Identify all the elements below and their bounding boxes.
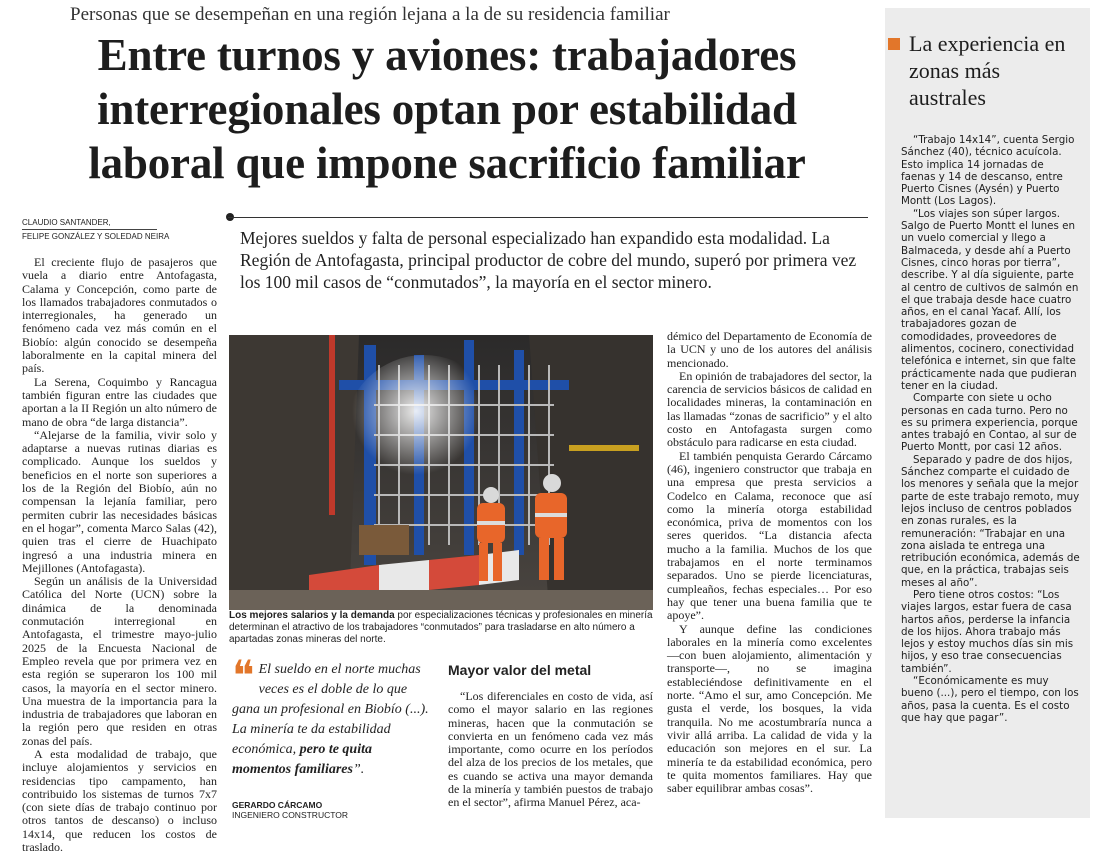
- paragraph: Pero tiene otros costos: “Los viajes largos, estar fuera de casa hartos años, perderse la infancia de los hijos. Ahora trabajo más lejos y estoy muchos días sin mis hijos, y eso trae consecuencias también”.: [901, 588, 1074, 675]
- paragraph: Separado y padre de dos hijos, Sánchez comparte el cuidado de los menores y señala que la mejor parte de este trabajo remoto, muy lejos incluso de centros poblados en zonas rurales, es la remuneración: “Trabajar en una zona aislada te entrega una retribución económica, además de que, en la práctica, trabajas seis meses al año”.: [901, 453, 1080, 589]
- paragraph: “Alejarse de la familia, vivir solo y adaptarse a nuevas rutinas diarias es complicado. Aunque los sueldos y beneficios en el norte son superiores a los de la Región del Biobío, aún no compensan la lejanía familiar, pero permiten cubrir las necesidades básicas en el hogar”, comenta Marco Salas (42), quien tras el cierre de Huachipato ingresó a una industria minera en Mejillones (Antofagasta).: [22, 427, 217, 575]
- photo-caption: [229, 610, 653, 646]
- paragraph: En opinión de trabajadores del sector, la carencia de servicios básicos de calidad en localidades mineras, la contaminación en las llamadas “zonas de sacrificio” y el alto costo en Antofagasta surgen como obstáculo para radicarse en esta ciudad.: [667, 368, 872, 450]
- quote-end: ”.: [352, 762, 365, 777]
- quote-author-role: INGENIERO CONSTRUCTOR: [232, 810, 349, 820]
- paragraph: Según un análisis de la Universidad Católica del Norte (UCN) sobre la dinámica de la denominada conmutación interregional en Antofagasta, el trimestre mayo-julio 2025 de la Encuesta Nacional de Empleo revela que por primera vez en esta región se superaron los 100 mil casos, la mayoría en el sector minero. Una muestra de la importancia para la industria de trabajadores que laboran en la región pero que residen en otras zonas del país.: [22, 574, 217, 748]
- mine-photo: [229, 335, 653, 610]
- paragraph: “Los diferenciales en costo de vida, así como el mayor salario en las regiones mineras, hacen que la conmutación se convierta en un fenómeno cada vez más importante, como ocurre en los períodos del alza de los precios de los metales, que es cuando se activa una mayor demanda de la minería y también puestos de trabajo en el sector”, afirma Manuel Pérez, aca-: [448, 689, 653, 810]
- paragraph: démico del Departamento de Economía de la UCN y uno de los autores del análisis mencionado.: [667, 329, 872, 370]
- caption-text: por especializaciones técnicas y profesionales en minería determinan el atractivo de los trabajadores “conmutados” para trasladarse en alto número a apartadas zonas mineras del norte.: [229, 610, 653, 645]
- headline-line-1: Entre turnos y aviones: trabajadores: [97, 30, 797, 80]
- body-column-2: [448, 690, 653, 810]
- paragraph: Comparte con siete u ocho personas en cada turno. Pero no es su primera experiencia, porque antes trabajó en Contao, al sur de Puerto Montt, por casi 12 años.: [901, 392, 1078, 454]
- sidebar-body: [901, 134, 1081, 724]
- quote-strong: pero te quita momentos familiares: [232, 742, 372, 777]
- paragraph: El también penquista Gerardo Cárcamo (46), ingeniero constructor que trabaja en una empresa que presta servicios a Codelco en Calama, reconoce que así como la minería otorga estabilidad económica, priva de momentos con los seres queridos. “La distancia afecta mucho a la familia. Muchos de los que trabajamos en el norte terminamos separados. Uno se pierde licenciaturas, cumpleaños, fechas especiales… Por eso hay que tener una buena familia que te apoye”.: [667, 448, 872, 623]
- quote-mark-icon: ❝: [232, 654, 255, 700]
- quote-author-name: GERARDO CÁRCAMO: [232, 800, 323, 810]
- caption-bold: Los mejores salarios y la demanda: [229, 610, 395, 621]
- subhead: Mayor valor del metal: [448, 662, 592, 678]
- paragraph: La Serena, Coquimbo y Rancagua también figuran entre las ciudades que aportan a la II Región un alto número de mano de obra “de larga distancia”.: [22, 374, 217, 429]
- deck-rule: [228, 217, 868, 218]
- quote-text: El sueldo en el norte muchas veces es el doble de lo que gana un profesional en Biobío (...). La minería te da estabilidad económica,: [232, 662, 429, 757]
- byline-line-2: FELIPE GONZÁLEZ Y SOLEDAD NEIRA: [22, 232, 170, 241]
- headline-line-3: laboral que impone sacrificio familiar: [88, 138, 806, 188]
- paragraph: “Los viajes son súper largos. Salgo de Puerto Montt el lunes en un vuelo comercial y llego a Balmaceda, y desde ahí a Puerto Cisnes, cinco horas por tierra”, describe. Y al día siguiente, parte al centro de cultivos de salmón en el que trabaja desde hace cuatro años, en el canal Yacaf. Allí, los trabajadores gozan de comodidades, proveedores de alimentos, cocinero, conectividad telefónica e internet, sin que falte prácticamente nada que pudieran tener en la ciudad.: [901, 207, 1079, 392]
- sidebar-title: La experiencia en zonas más australes: [909, 31, 1066, 110]
- paragraph: Y aunque define las condiciones laborales en la minería como excelentes —con buen alojamiento, alimentación y transporte—, no se imagina estableciéndose definitivamente en el norte. “Amo el sur, amo Concepción. Me gusta el verde, los bosques, la vida tranquila. No me acostumbraría nunca a vivir allá arriba. La calidad de vida y la educación son mejores en el sur. La minería te da estabilidad económica, pero te quita momentos familiares. Hay que saber equilibrar ambas cosas”.: [667, 621, 872, 796]
- paragraph: El creciente flujo de pasajeros que vuela a diario entre Antofagasta, Calama y Concepción, como parte de los llamados trabajadores conmutados o interregionales, ha generado un fenómeno cada vez más común en el Biobío: algún conocido se desempeña laboralmente en la capital minera del país.: [22, 255, 217, 376]
- body-column-1: [22, 256, 217, 854]
- paragraph: “Económicamente es muy bueno (...), pero el tiempo, con los años, pasa la cuenta. Es el costo que hay que pagar”.: [901, 675, 1079, 724]
- pull-quote: [232, 654, 432, 780]
- body-column-3: [667, 330, 872, 795]
- paragraph: “Trabajo 14x14”, cuenta Sergio Sánchez (40), técnico acuícola. Esto implica 14 jornadas de faenas y 14 de descanso, entre Puerto Cisnes (Aysén) y Puerto Montt (Los Lagos).: [901, 134, 1075, 208]
- paragraph: A esta modalidad de trabajo, que incluye alojamientos y servicios en residencias tipo campamento, han contribuido los sistemas de turnos 7x7 (con siete días de trabajo continuo por otros tantos de descanso) o incluso 14x14, que reducen los costos de traslado.: [22, 746, 217, 854]
- kicker: Personas que se desempeñan en una región lejana a la de su residencia familiar: [70, 4, 670, 25]
- quote-author: [232, 800, 348, 820]
- headline: [22, 28, 872, 190]
- byline-line-1: CLAUDIO SANTANDER,: [22, 218, 111, 227]
- deck: Mejores sueldos y falta de personal especializado han expandido esta modalidad. La Región de Antofagasta, principal productor de cobre del mundo, superó por primera vez los 100 mil casos de “conmutados”, la mayoría en el sector minero.: [240, 228, 857, 292]
- square-bullet-icon: [888, 38, 900, 50]
- byline: [22, 216, 169, 243]
- headline-line-2: interregionales optan por estabilidad: [97, 84, 797, 134]
